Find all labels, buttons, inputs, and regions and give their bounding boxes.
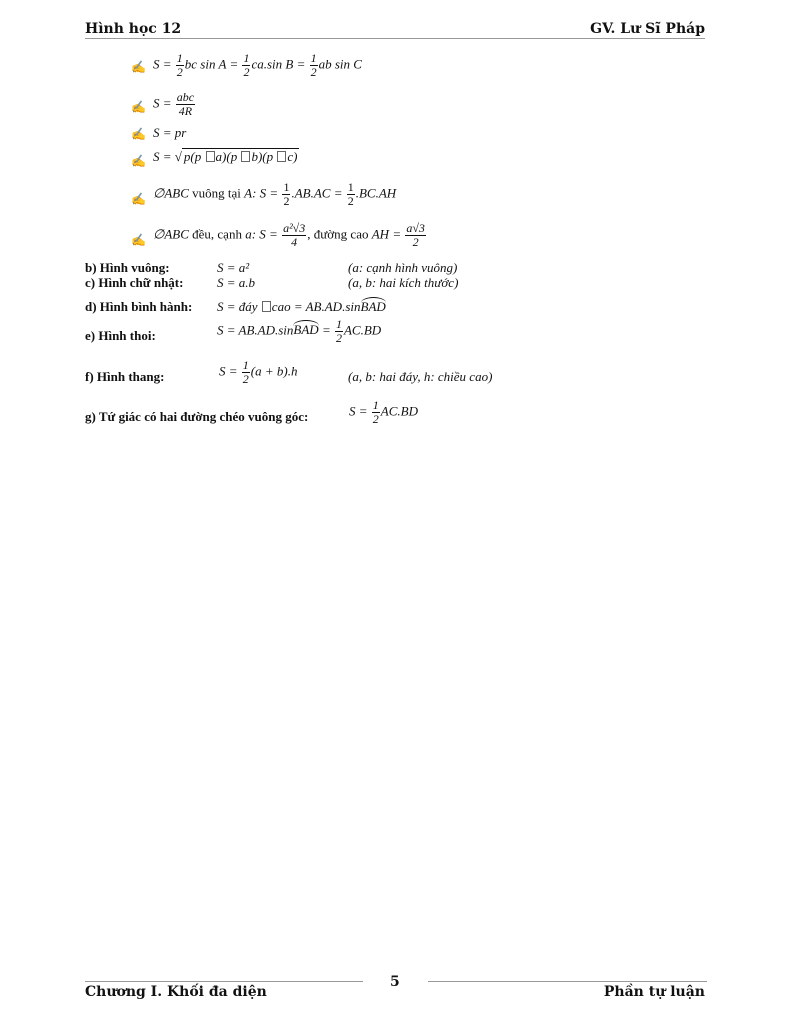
formula-area-sine: S = $\frac{1}{2}$ bc sin A = $\frac{1}{2}$ ca.sin B = $\frac{1}{2}$ ab sin C bbox=[153, 51, 362, 79]
label-perpendicular-diagonals: g) Tứ giác có hai đường chéo vuông góc: bbox=[85, 409, 309, 424]
label-trapezoid: f) Hình thang: bbox=[85, 369, 165, 384]
label-rhombus: e) Hình thoi: bbox=[85, 328, 156, 343]
note-trapezoid: (a, b: hai đáy, h: chiều cao) bbox=[348, 369, 493, 384]
formula-rectangle: S = a.b bbox=[217, 275, 256, 290]
header-author: GV. Lư Sĩ Pháp bbox=[590, 21, 705, 37]
pencil-bullet-icon: ✍ bbox=[131, 127, 146, 141]
pencil-bullet-icon: ✍ bbox=[131, 192, 146, 206]
label-square: b) Hình vuông: bbox=[85, 260, 170, 275]
page-number: 5 bbox=[390, 974, 400, 990]
formula-right-triangle: ∅ABC vuông tại A: S = $\frac{1}{2}$ .AB.AC = $\frac{1}{2}$ .BC.AH bbox=[153, 180, 397, 208]
label-rectangle: c) Hình chữ nhật: bbox=[85, 275, 184, 290]
footer-section: Phần tự luận bbox=[603, 984, 705, 1000]
formula-rhombus: S = AB.AD.sinBAD = $\frac{1}{2}$ AC.BD bbox=[217, 317, 382, 345]
footer-divider-left bbox=[85, 981, 363, 982]
pencil-bullet-icon: ✍ bbox=[131, 233, 146, 247]
formula-square: S = a² bbox=[217, 260, 250, 275]
pencil-bullet-icon: ✍ bbox=[131, 154, 146, 168]
header-title: Hình học 12 bbox=[85, 21, 182, 37]
formula-area-inradius: S = pr bbox=[153, 125, 187, 140]
note-rectangle: (a, b: hai kích thước) bbox=[348, 275, 459, 290]
formula-heron: S = √ p(p a)(p b)(p c) bbox=[153, 149, 298, 164]
note-square: (a: cạnh hình vuông) bbox=[348, 260, 458, 275]
header-divider bbox=[85, 38, 705, 39]
footer-divider-right bbox=[428, 981, 707, 982]
label-parallelogram: d) Hình bình hành: bbox=[85, 299, 193, 314]
formula-equilateral-triangle: ∅ABC đều, cạnh a: S = $\frac{\text{a²√3}}{4}$ , đường cao AH = $\frac{a√3}{2}$ bbox=[153, 221, 425, 249]
footer-chapter: Chương I. Khối đa diện bbox=[85, 984, 267, 1000]
formula-parallelogram: S = đáy cao = AB.AD.sinBAD bbox=[217, 299, 386, 314]
pencil-bullet-icon: ✍ bbox=[131, 100, 146, 114]
formula-trapezoid: S = $\frac{1}{2}$ (a + b).h bbox=[219, 358, 298, 386]
formula-area-circumradius: S = $\frac{\text{abc}}{4R}$ bbox=[153, 90, 195, 118]
pencil-bullet-icon: ✍ bbox=[131, 60, 146, 74]
formula-perpendicular-diagonals: S = $\frac{1}{2}$ AC.BD bbox=[349, 398, 418, 426]
